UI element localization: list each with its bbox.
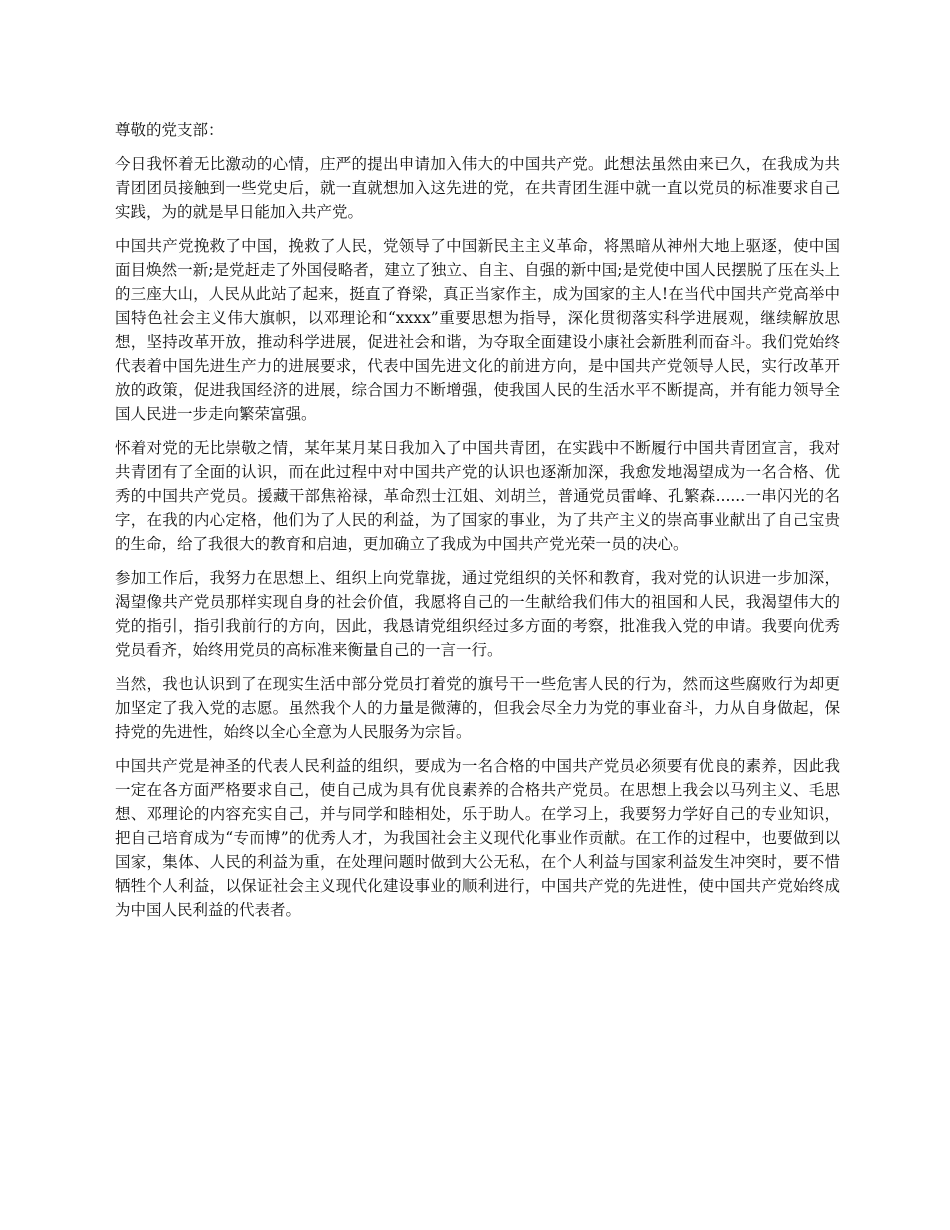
paragraph-4: 参加工作后，我努力在思想上、组织上向党靠拢，通过党组织的关怀和教育，我对党的认识进一步加深，渴望像共产党员那样实现自身的社会价值，我愿将自己的一生献给我们伟大的祖国和人民，我渴望伟大的党的指引，指引我前行的方向，因此，我恳请党组织经过多方面的考察，批准我入党的申请。我要向优秀党员看齐，始终用党员的高标准来衡量自己的一言一行。: [115, 569, 840, 659]
salutation: 尊敬的党支部：: [115, 121, 224, 139]
letter-body: [115, 118, 840, 932]
paragraph-2: 中国共产党挽救了中国，挽救了人民，党领导了中国新民主主义革命，将黑暗从神州大地上驱逐，使中国面目焕然一新;是党赶走了外国侵略者，建立了独立、自主、自强的新中国;是党使中国人民摆脱了压在头上的三座大山，人民从此站了起来，挺直了脊梁，真正当家作主，成为国家的主人!在当代中国共产党高举中国特色社会主义伟大旗帜，以邓理论和“xxxx”重要思想为指导，深化贯彻落实科学进展观，继续解放思想，坚持改革开放，推动科学进展，促进社会和谐，为夺取全面建设小康社会新胜利而奋斗。我们党始终代表着中国先进生产力的进展要求，代表中国先进文化的前进方向，是中国共产党领导人民，实行改革开放的政策，促进我国经济的进展，综合国力不断增强，使我国人民的生活水平不断提高，并有能力领导全国人民进一步走向繁荣富强。: [115, 237, 840, 423]
paragraph-1: 今日我怀着无比激动的心情，庄严的提出申请加入伟大的中国共产党。此想法虽然由来已久，在我成为共青团团员接触到一些党史后，就一直就想加入这先进的党，在共青团生涯中就一直以党员的标准要求自己实践，为的就是早日能加入共产党。: [115, 155, 840, 221]
paragraph-5: 当然，我也认识到了在现实生活中部分党员打着党的旗号干一些危害人民的行为，然而这些腐败行为却更加坚定了我入党的志愿。虽然我个人的力量是微薄的，但我会尽全力为党的事业奋斗，力从自身做起，保持党的先进性，始终以全心全意为人民服务为宗旨。: [115, 675, 840, 741]
paragraph-6: 中国共产党是神圣的代表人民利益的组织，要成为一名合格的中国共产党员必须要有优良的素养，因此我一定在各方面严格要求自己，使自己成为具有优良素养的合格共产党员。在思想上我会以马列主义、毛思想、邓理论的内容充实自己，并与同学和睦相处，乐于助人。在学习上，我要努力学好自己的专业知识，把自己培育成为“专而博”的优秀人才，为我国社会主义现代化事业作贡献。在工作的过程中，也要做到以国家，集体、人民的利益为重，在处理问题时做到大公无私，在个人利益与国家利益发生冲突时，要不惜牺牲个人利益，以保证社会主义现代化建设事业的顺利进行，中国共产党的先进性，使中国共产党始终成为中国人民利益的代表者。: [115, 757, 840, 919]
paragraph-3: 怀着对党的无比崇敬之情，某年某月某日我加入了中国共青团，在实践中不断履行中国共青团宣言，我对共青团有了全面的认识，而在此过程中对中国共产党的认识也逐渐加深，我愈发地渴望成为一名合格、优秀的中国共产党员。援藏干部焦裕禄，革命烈士江姐、刘胡兰，普通党员雷峰、孔繁森......一串闪光的名字，在我的内心定格，他们为了人民的利益，为了国家的事业，为了共产主义的崇高事业献出了自己宝贵的生命，给了我很大的教育和启迪，更加确立了我成为中国共产党光荣一员的决心。: [115, 439, 840, 553]
